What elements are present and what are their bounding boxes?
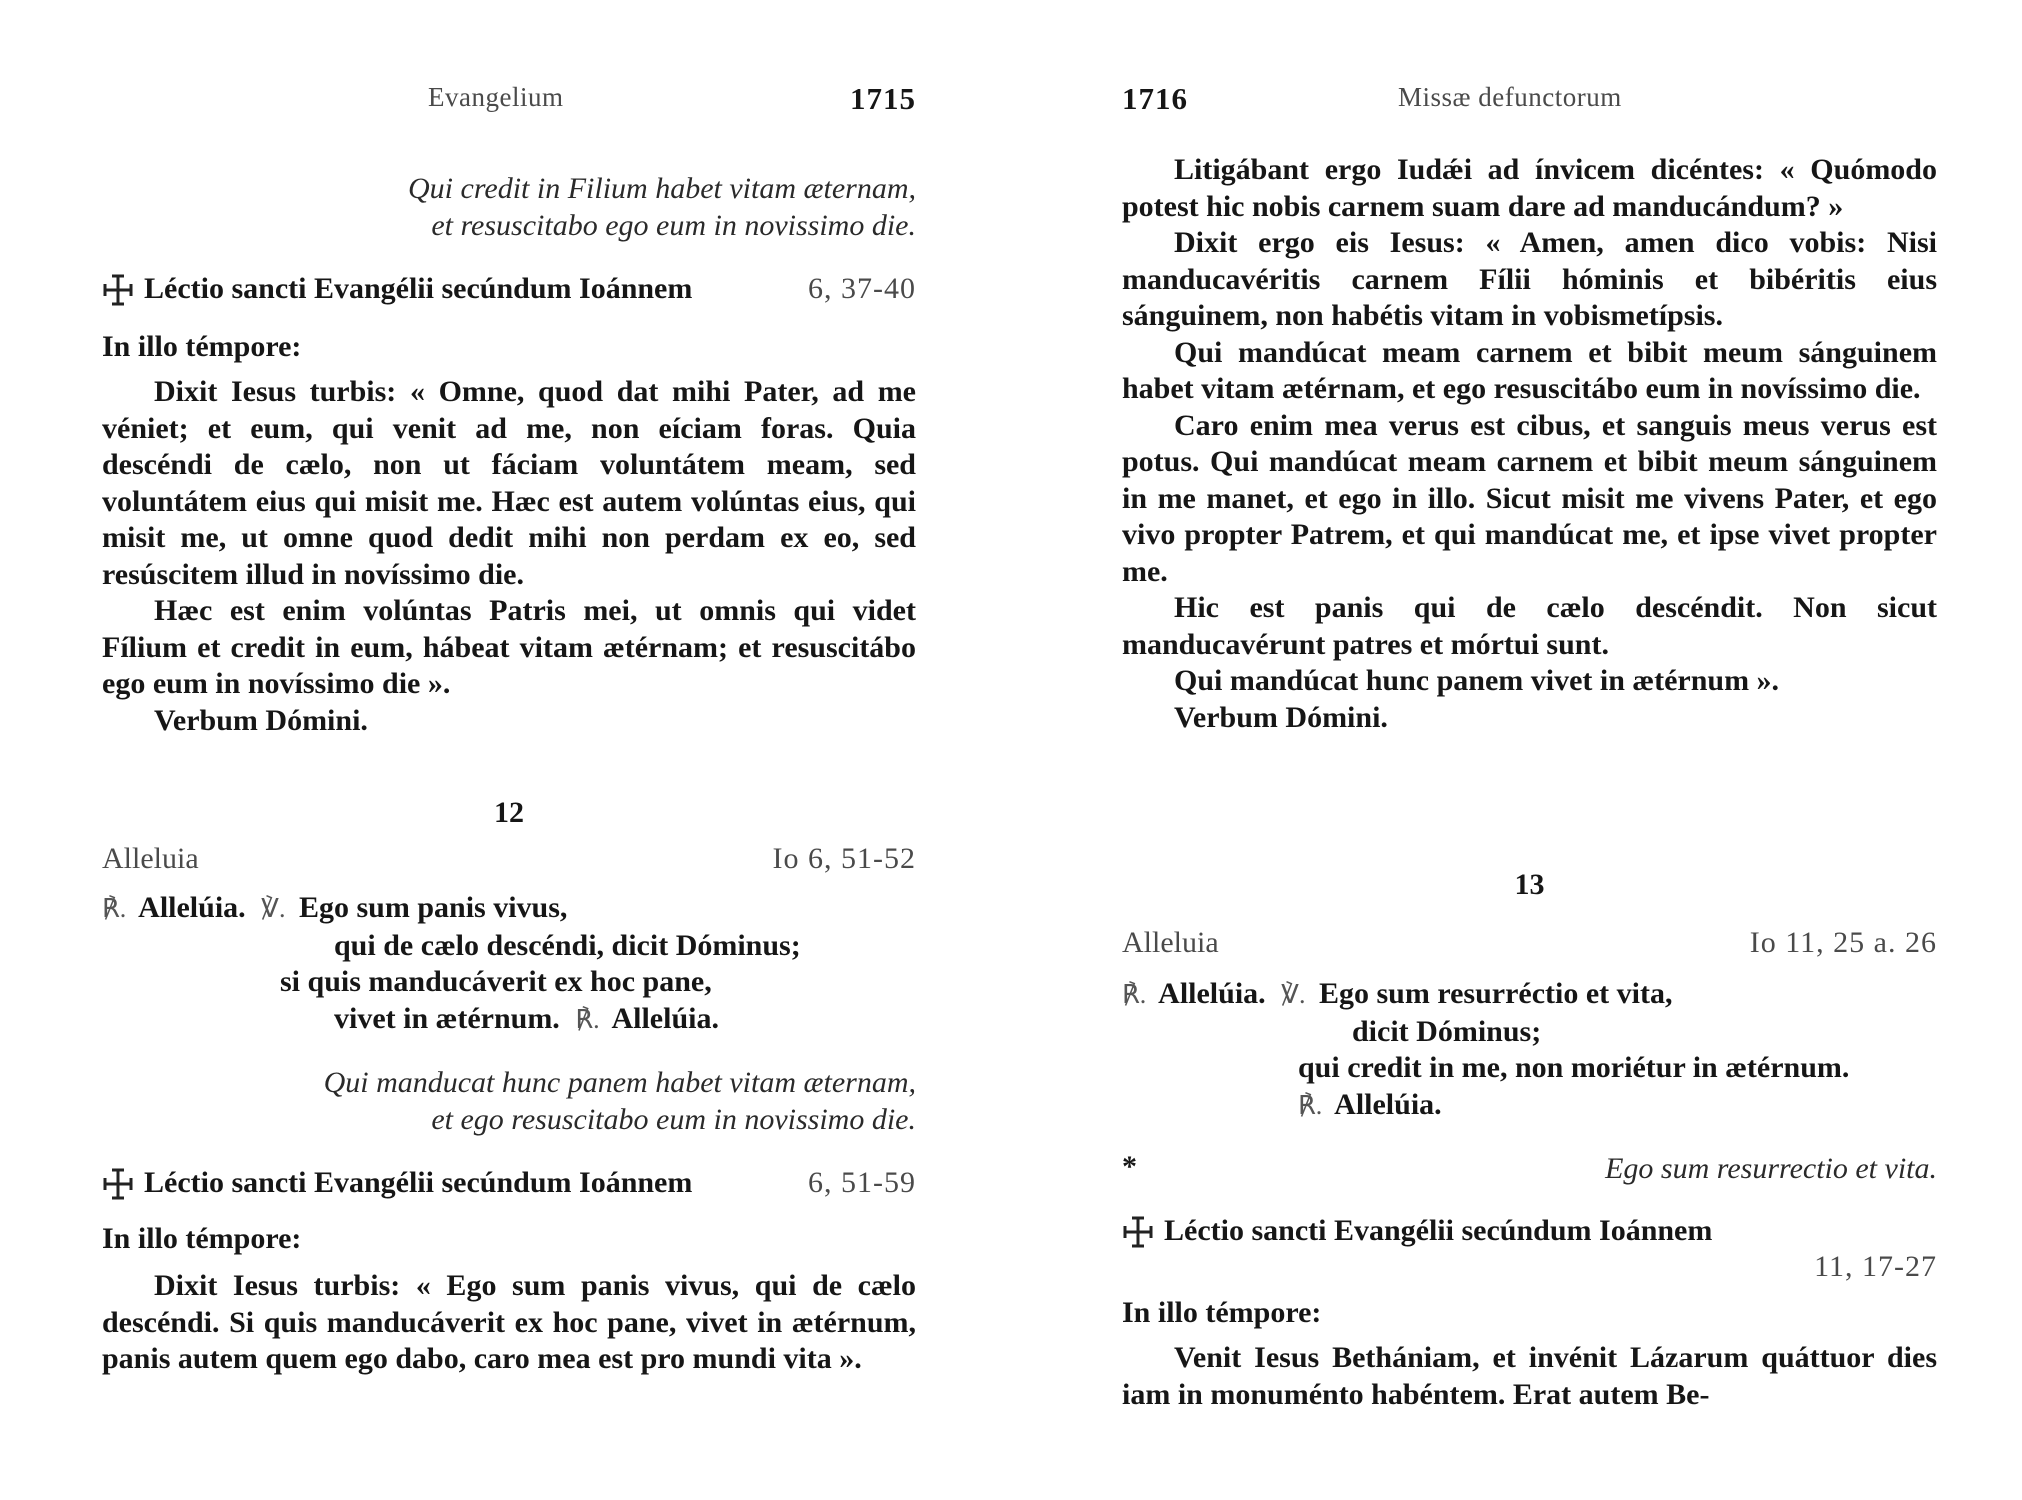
gospel-paragraph: Caro enim mea verus est cibus, et sanguis meus verus est potus. Qui mandúcat meam carnem et bibit meum sánguinem in me manet, et ego in illo. Sicut misit me vivens Pater, et ego vivo propter Patrem, et qui mandúcat me, et ipse vivet propter me. xyxy=(1122,408,1937,588)
gospel-paragraph: Hic est panis qui de cælo descéndit. Non sicut manducavérunt patres et mórtui sunt. xyxy=(1122,591,1937,661)
verse-line: qui de cælo descéndi, dicit Dóminus; xyxy=(334,928,801,962)
running-title: Missæ defunctorum xyxy=(1398,82,1622,112)
alleluia-word: Allelúia. xyxy=(1158,977,1266,1010)
antiphon-line: Ego sum resurrectio et vita. xyxy=(1605,1152,1937,1185)
in-illo-tempore: In illo témpore: xyxy=(1122,1296,1322,1329)
versicle-symbol: ℣. xyxy=(261,894,286,923)
response-symbol: ℟. xyxy=(102,894,127,923)
verse-line: si quis manducáverit ex hoc pane, xyxy=(280,965,712,998)
verse-line xyxy=(1122,1087,1937,1125)
gospel-paragraph: Venit Iesus Bethániam, et invénit Lázarum quáttuor dies iam in monuménto habéntem. Erat autem Be- xyxy=(1122,1341,1937,1411)
verse-line: qui credit in me, non moriétur in ætérnum. xyxy=(1298,1051,1850,1084)
alleluia-verse xyxy=(1122,976,1937,1124)
antiphon xyxy=(1122,1150,1937,1187)
cross-icon xyxy=(102,274,134,306)
page-number: 1716 xyxy=(1122,81,1188,116)
lectio-heading xyxy=(1122,1214,1937,1254)
gospel-text xyxy=(1122,1340,1937,1413)
antiphon-line: et ego resuscitabo eum in novissimo die. xyxy=(431,1103,916,1136)
lectio-reference: 6, 51-59 xyxy=(808,1166,916,1199)
response-symbol: ℟. xyxy=(1298,1090,1323,1120)
lectio-title: Léctio sancti Evangélii secúndum Ioánnem xyxy=(144,1166,693,1199)
left-page xyxy=(102,0,916,1500)
lectio-title: Léctio sancti Evangélii secúndum Ioánnem xyxy=(1164,1214,1713,1247)
alleluia-verse xyxy=(102,890,916,1038)
lectio-reference: 6, 37-40 xyxy=(808,272,916,305)
gospel-paragraph: Litigábant ergo Iudǽi ad ínvicem dicéntes: « Quómodo potest hic nobis carnem suam dare ad manducándum? » xyxy=(1122,153,1937,223)
page-number: 1715 xyxy=(850,81,916,116)
antiphon-line: Qui manducat hunc panem habet vitam æternam, xyxy=(323,1066,916,1099)
running-head-left xyxy=(102,82,916,122)
gospel-paragraph: Dixit ergo eis Iesus: « Amen, amen dico vobis: Nisi manducavéritis carnem Fílii hóminis et bibéritis eius sánguinem, non habétis vitam in vobismetípsis. xyxy=(1122,226,1937,332)
response-symbol: ℟. xyxy=(1122,980,1147,1009)
cross-icon xyxy=(102,1168,134,1200)
verse-line xyxy=(1122,976,1937,1014)
running-head-right xyxy=(1122,82,1937,122)
alleluia-label: Alleluia xyxy=(102,842,199,875)
versicle-symbol: ℣. xyxy=(1281,980,1306,1009)
response-symbol: ℟. xyxy=(575,1004,600,1034)
gospel-text xyxy=(1122,152,1937,736)
verbum-domini: Verbum Dómini. xyxy=(154,703,368,737)
section-number: 13 xyxy=(1514,868,1545,901)
alleluia-word: Allelúia. xyxy=(138,891,246,924)
gospel-paragraph: Dixit Iesus turbis: « Ego sum panis vivus, qui de cælo descéndi. Si quis manducáverit ex hoc pane, vivet in ætérnum, panis autem quem ego dabo, caro mea est pro mundi vita ». xyxy=(102,1269,916,1375)
verse-text: vivet in ætérnum. xyxy=(334,1001,560,1035)
gospel-text xyxy=(102,374,916,739)
gospel-paragraph: Qui mandúcat hunc panem vivet in ætérnum ». xyxy=(1174,664,1780,697)
alleluia-reference: Io 11, 25 a. 26 xyxy=(1749,926,1937,959)
section-number: 12 xyxy=(494,796,524,829)
alleluia-label: Alleluia xyxy=(1122,926,1219,959)
antiphon xyxy=(102,1064,916,1138)
in-illo-tempore: In illo témpore: xyxy=(102,1222,302,1255)
verse-text: Ego sum resurréctio et vita, xyxy=(1318,977,1673,1010)
gospel-paragraph: Qui mandúcat meam carnem et bibit meum sánguinem habet vitam ætérnam, et ego resuscitábo eum in novíssimo die. xyxy=(1122,335,1937,405)
running-title: Evangelium xyxy=(428,82,564,112)
alleluia-word: Allelúia. xyxy=(611,1001,719,1035)
verse-text: Ego sum panis vivus, xyxy=(298,891,568,924)
alleluia-reference: Io 6, 51-52 xyxy=(772,842,916,875)
antiphon xyxy=(102,170,916,244)
verse-line: dicit Dóminus; xyxy=(1352,1014,1542,1048)
antiphon-star: * xyxy=(1122,1150,1137,1183)
right-page xyxy=(1122,0,1937,1500)
antiphon-line: et resuscitabo ego eum in novissimo die. xyxy=(431,209,916,242)
verse-line xyxy=(102,1001,916,1039)
verbum-domini: Verbum Dómini. xyxy=(1174,700,1388,734)
in-illo-tempore: In illo témpore: xyxy=(102,330,302,363)
lectio-reference: 11, 17-27 xyxy=(1814,1250,1937,1283)
gospel-paragraph: Hæc est enim volúntas Patris mei, ut omnis qui videt Fílium et credit in eum, hábeat vitam ætérnam; et resuscitábo ego eum in novíssimo die ». xyxy=(102,594,916,700)
lectio-title: Léctio sancti Evangélii secúndum Ioánnem xyxy=(144,272,693,305)
cross-icon xyxy=(1122,1216,1154,1248)
gospel-paragraph: Dixit Iesus turbis: « Omne, quod dat mihi Pater, ad me véniet; et eum, qui venit ad me, non eíciam foras. Quia descéndi de cælo, non ut fáciam voluntátem meam, sed voluntátem eius qui misit me. Hæc est autem volúntas eius, qui misit me, ut omne quod dedit mihi non perdam ex eo, sed resúscitem illud in novíssimo die. xyxy=(102,375,916,591)
gospel-text xyxy=(102,1268,916,1378)
verse-line xyxy=(102,890,916,928)
lectio-heading xyxy=(102,1166,916,1206)
lectio-heading xyxy=(102,272,916,312)
alleluia-word: Allelúia. xyxy=(1334,1087,1442,1121)
antiphon-line: Qui credit in Filium habet vitam æternam, xyxy=(408,172,916,205)
